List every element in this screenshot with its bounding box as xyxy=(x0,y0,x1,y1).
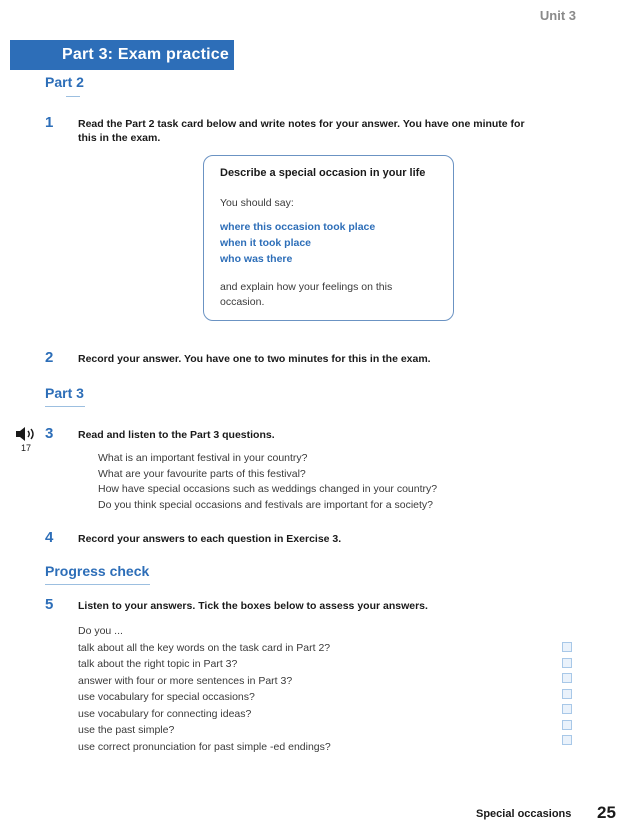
speaker-icon[interactable] xyxy=(14,426,40,442)
task-card-point: when it took place xyxy=(220,237,312,249)
audio-track-number: 17 xyxy=(21,443,32,453)
task-card-explain xyxy=(220,280,392,310)
task-card xyxy=(203,155,454,321)
heading-underline xyxy=(66,96,80,97)
unit-label: Unit 3 xyxy=(539,8,576,23)
question-item: What are your favourite parts of this festival? xyxy=(98,467,306,480)
question-list xyxy=(98,451,437,513)
exercise-1-instruction xyxy=(78,117,578,145)
checkbox-column xyxy=(562,642,572,745)
exercise-number: 4 xyxy=(45,529,54,546)
question-item: Do you think special occasions and festivals are important for a society? xyxy=(98,498,434,511)
exercise-5-instruction: Listen to your answers. Tick the boxes below to assess your answers. xyxy=(78,600,428,612)
question-item: How have special occasions such as weddings changed in your country? xyxy=(98,483,438,495)
exercise-number: 2 xyxy=(45,349,54,366)
checkbox[interactable] xyxy=(562,689,572,699)
task-card-intro: You should say: xyxy=(220,197,294,209)
progress-check-heading: Progress check xyxy=(45,563,150,579)
checkbox[interactable] xyxy=(562,673,572,683)
checklist-item: talk about the right topic in Part 3? xyxy=(78,658,238,670)
checklist-item: answer with four or more sentences in Part 3? xyxy=(78,674,293,687)
task-card-point: who was there xyxy=(220,253,293,265)
checklist-item: use correct pronunciation for past simple -ed endings? xyxy=(78,740,331,753)
checkbox[interactable] xyxy=(562,735,572,745)
exercise-4-instruction: Record your answers to each question in Exercise 3. xyxy=(78,533,342,545)
checklist-item: use the past simple? xyxy=(78,724,175,736)
part3-heading: Part 3 xyxy=(45,385,84,401)
checkbox[interactable] xyxy=(562,704,572,714)
exercise-number: 1 xyxy=(45,114,54,131)
checklist-item: talk about all the key words on the task card in Part 2? xyxy=(78,641,331,654)
checkbox[interactable] xyxy=(562,642,572,652)
part2-heading: Part 2 xyxy=(45,74,84,90)
task-card-points xyxy=(220,219,375,267)
exercise-number: 3 xyxy=(45,425,54,442)
exercise-number: 5 xyxy=(45,596,54,613)
task-card-point: where this occasion took place xyxy=(220,221,376,233)
explain-line: occasion. xyxy=(220,296,265,308)
heading-underline xyxy=(45,584,150,585)
checklist-item: use vocabulary for connecting ideas? xyxy=(78,707,252,720)
question-item: What is an important festival in your country? xyxy=(98,452,308,464)
page-number: 25 xyxy=(597,803,616,822)
checkbox[interactable] xyxy=(562,720,572,730)
exercise-3-instruction: Read and listen to the Part 3 questions. xyxy=(78,429,275,441)
checklist xyxy=(78,623,331,755)
section-banner: Part 3: Exam practice xyxy=(10,40,234,70)
checklist-item: use vocabulary for special occasions? xyxy=(78,691,255,703)
heading-underline xyxy=(45,406,85,407)
chapter-title: Special occasions xyxy=(476,808,572,820)
explain-line: and explain how your feelings on this xyxy=(220,281,393,293)
instruction-line: Read the Part 2 task card below and write notes for your answer. You have one minute for xyxy=(78,118,525,130)
checkbox[interactable] xyxy=(562,658,572,668)
checklist-intro: Do you ... xyxy=(78,625,123,637)
instruction-line: this in the exam. xyxy=(78,132,161,144)
exercise-2-instruction: Record your answer. You have one to two minutes for this in the exam. xyxy=(78,353,431,365)
task-card-title: Describe a special occasion in your life xyxy=(220,167,426,179)
